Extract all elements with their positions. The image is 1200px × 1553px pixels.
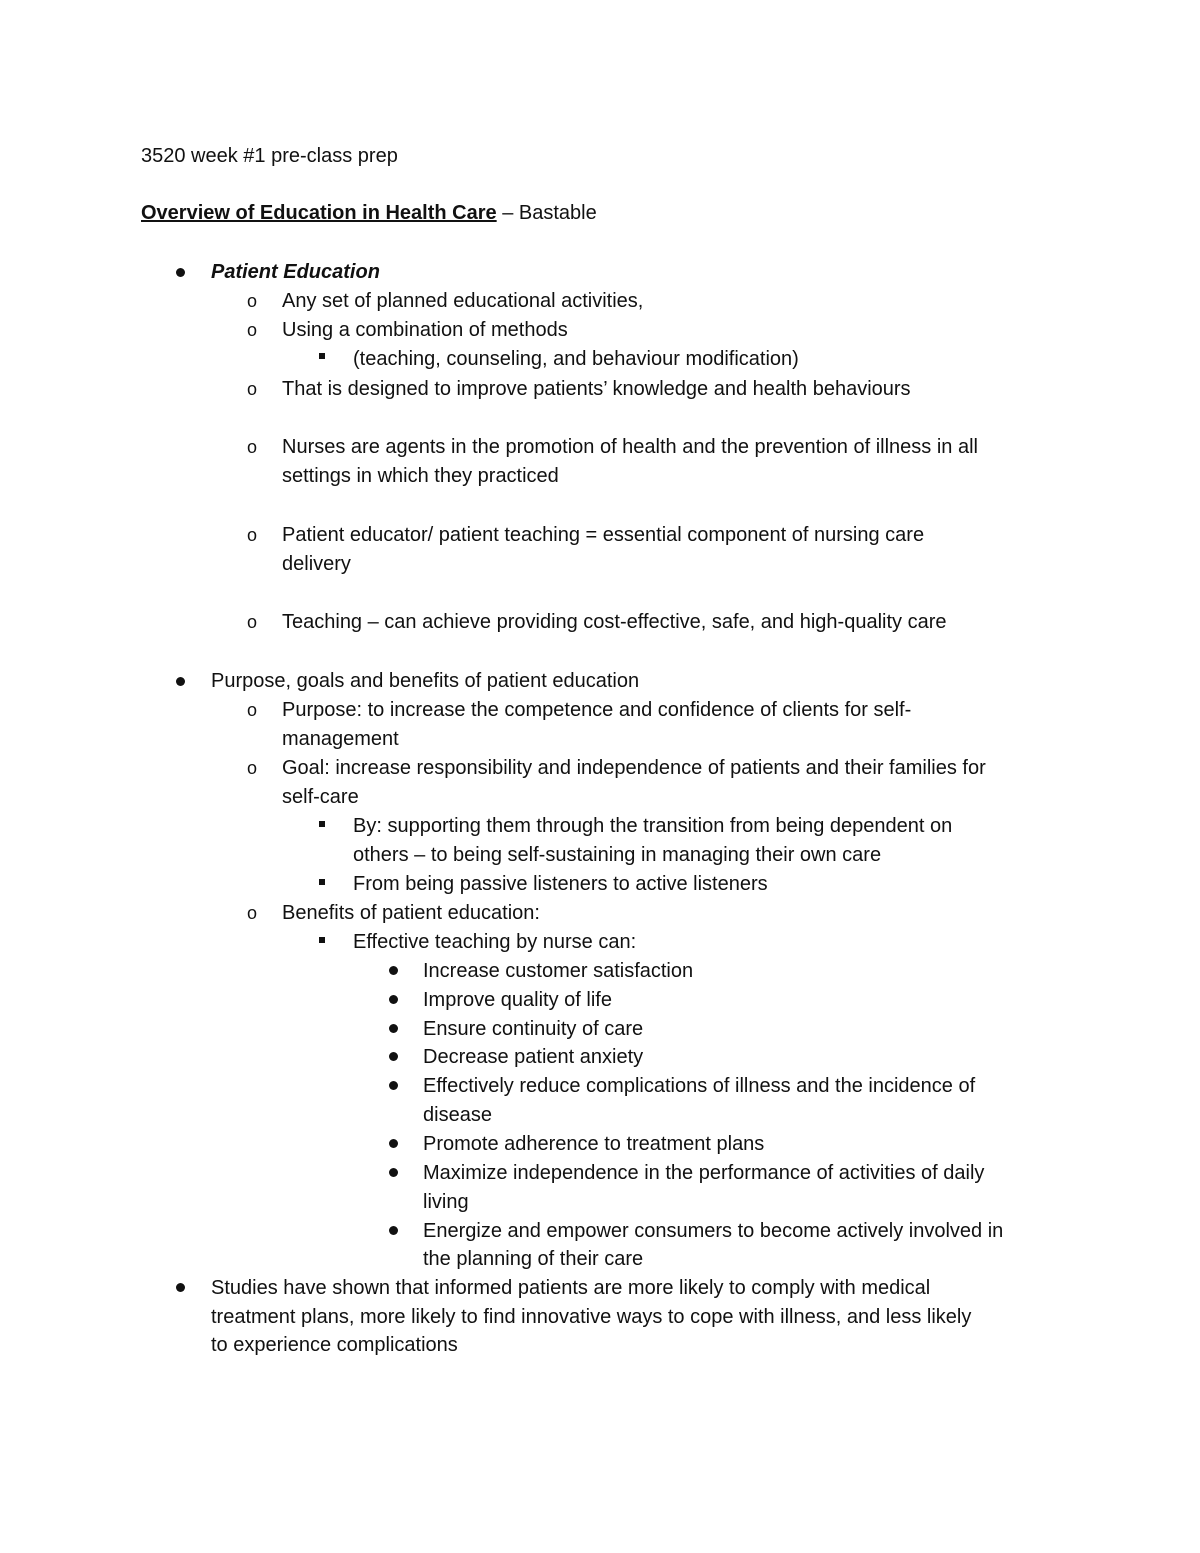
list-item: Using a combination of methods [282, 319, 568, 341]
bullet-circle-icon: o [247, 437, 258, 457]
bullet-disc-icon [389, 995, 398, 1004]
bullet-disc-icon [389, 1024, 398, 1033]
list-item-continuation: settings in which they practiced [282, 465, 559, 487]
list-item: Goal: increase responsibility and independence of patients and their families for [282, 757, 986, 779]
list-item: Any set of planned educational activities, [282, 290, 644, 312]
bullet-circle-icon: o [247, 612, 258, 632]
benefit-item-continuation: disease [423, 1104, 492, 1126]
bullet-circle-icon: o [247, 525, 258, 545]
benefit-item: Promote adherence to treatment plans [423, 1133, 765, 1155]
bullet-disc-icon [389, 1139, 398, 1148]
list-item: (teaching, counseling, and behaviour modification) [353, 348, 799, 370]
heading-author: – Bastable [496, 202, 597, 224]
bullet-disc-icon [176, 677, 185, 686]
benefit-item: Ensure continuity of care [423, 1018, 644, 1040]
studies-line: to experience complications [211, 1334, 458, 1356]
bullet-disc-icon [389, 1168, 398, 1177]
bullet-disc-icon [176, 268, 185, 277]
list-item: Benefits of patient education: [282, 902, 540, 924]
bullet-circle-icon: o [247, 379, 258, 399]
bullet-circle-icon: o [247, 700, 258, 720]
list-item: Effective teaching by nurse can: [353, 931, 637, 953]
benefit-item: Effectively reduce complications of illness and the incidence of [423, 1075, 976, 1097]
bullet-circle-icon: o [247, 320, 258, 340]
list-item-continuation: others – to being self-sustaining in managing their own care [353, 844, 882, 866]
benefit-item: Energize and empower consumers to become actively involved in [423, 1220, 1004, 1242]
list-item: Purpose: to increase the competence and confidence of clients for self- [282, 699, 912, 721]
bullet-disc-icon [176, 1283, 185, 1292]
list-item: That is designed to improve patients’ knowledge and health behaviours [282, 378, 911, 400]
bullet-circle-icon: o [247, 903, 258, 923]
section-heading [141, 199, 597, 228]
bullet-square-icon [319, 879, 325, 885]
patient-education-label: Patient Education [211, 261, 380, 283]
bullet-disc-icon [389, 966, 398, 975]
bullet-disc-icon [389, 1081, 398, 1090]
bullet-disc-icon [389, 1226, 398, 1235]
list-item-continuation: delivery [282, 553, 351, 575]
list-item: Patient educator/ patient teaching = essential component of nursing care [282, 524, 925, 546]
list-item: Teaching – can achieve providing cost-effective, safe, and high-quality care [282, 611, 947, 633]
document-title: 3520 week #1 pre-class prep [141, 145, 398, 167]
list-item: From being passive listeners to active listeners [353, 873, 768, 895]
list-item-continuation: management [282, 728, 399, 750]
bullet-circle-icon: o [247, 758, 258, 778]
purpose-label: Purpose, goals and benefits of patient education [211, 670, 640, 692]
benefit-item-continuation: the planning of their care [423, 1248, 644, 1270]
bullet-square-icon [319, 353, 325, 359]
list-item-continuation: self-care [282, 786, 359, 808]
benefit-item-continuation: living [423, 1191, 469, 1213]
bullet-square-icon [319, 937, 325, 943]
list-item: Nurses are agents in the promotion of health and the prevention of illness in all [282, 436, 978, 458]
bullet-disc-icon [389, 1052, 398, 1061]
bullet-circle-icon: o [247, 291, 258, 311]
benefit-item: Improve quality of life [423, 989, 612, 1011]
list-item: By: supporting them through the transition from being dependent on [353, 815, 953, 837]
benefit-item: Decrease patient anxiety [423, 1046, 644, 1068]
benefit-item: Maximize independence in the performance of activities of daily [423, 1162, 985, 1184]
benefit-item: Increase customer satisfaction [423, 960, 694, 982]
studies-line: Studies have shown that informed patients are more likely to comply with medical [211, 1277, 931, 1299]
bullet-square-icon [319, 821, 325, 827]
studies-line: treatment plans, more likely to find innovative ways to cope with illness, and less likely [211, 1306, 972, 1328]
heading-title: Overview of Education in Health Care [141, 202, 497, 224]
